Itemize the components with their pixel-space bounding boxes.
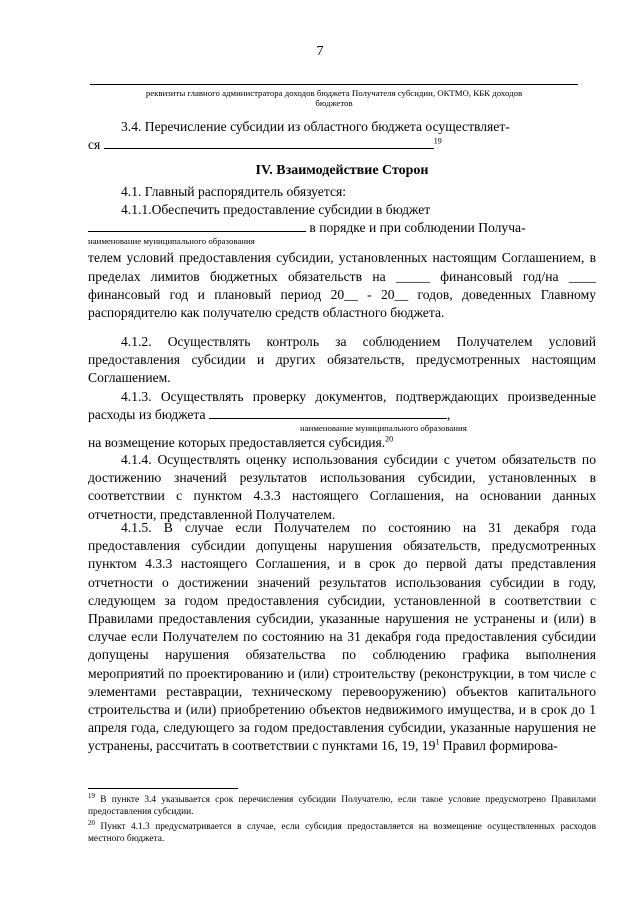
clause-4-1-5 xyxy=(88,519,596,756)
municipality-caption-2: наименование муниципального образования xyxy=(300,423,467,434)
clause-4-1-1 xyxy=(88,201,596,322)
footnote-20-number: 20 xyxy=(88,818,95,827)
clause-4-1-2 xyxy=(88,333,596,388)
clause-4-1-3-text: 4.1.3. Осуществлять проверку документов, подтверждающих произведенные расходы из бюджета , xyxy=(88,389,596,423)
clause-3-4-line-2 xyxy=(88,136,596,154)
footnote-20-text: Пункт 4.1.3 предусматривается в случае, если субсидия предоставляется на возмещение осуществленных расходов местного бюджета. xyxy=(88,822,596,844)
clause-4-1-2-text: 4.1.2. Осуществлять контроль за соблюдением Получателем условий предоставления субсидии и других обязательств, предусмотренных настоящим Соглашением. xyxy=(88,334,596,386)
clause-4-1-5-body: 4.1.5. В случае если Получателем по состоянию на 31 декабря года предоставления субсидии допущены нарушения обязательств, предусмотренных пунктом 4.3.3 настоящего Соглашения, и в срок до первой даты представления отчетности о достижении значений результатов использования субсидии в году, следующем за годом предоставления субсидии, установленной в соответствии с Правилами предоставления субсидии, указанные нарушения не устранены и (или) в случае если Получателем по состоянию на 31 декабря года предоставления субсидии допущены нарушения обязательства по соблюдению графика выполнения мероприятий по проектированию и (или) строительству (реконструкции, в том числе с элементами реставрации, техническому перевооружению) объектов капитального строительства и (или) приобретению объектов недвижимого имущества, и в срок до 1 апреля года, следующего за годом предоставления субсидии, указанные нарушения не устранены, рассчитать в соответствии с пунктами 16, 19, 19 xyxy=(88,520,596,754)
footnote-19-text: В пункте 3.4 указывается срок перечисления субсидии Получателю, если такое условие предусмотрено Правилами предоставления субсидии. xyxy=(88,795,596,817)
clause-4-1-1-body: телем условий предоставления субсидии, установленных настоящим Соглашением, в пределах лимитов бюджетных обязательств на _____ финансовый год/на ____ финансовый год и плановый период 20__ - 20__ годов, доведенных Главному распорядителю как получателю средств областного бюджета. xyxy=(88,250,596,321)
footnote-19-number: 19 xyxy=(88,791,95,800)
clause-3-4-text: ся xyxy=(88,137,101,153)
municipality-blank-1 xyxy=(88,219,306,232)
footnote-ref-20: 20 xyxy=(385,434,394,444)
clause-4-1-4 xyxy=(88,451,596,524)
clause-4-1-3-line-1: 4.1.3. Осуществлять проверку документов, подтверждающих произведенные расходы из бюджета xyxy=(88,389,596,423)
page-number: 7 xyxy=(316,44,324,59)
footnote-20 xyxy=(88,818,596,845)
clause-4-1-4-text: 4.1.4. Осуществлять оценку использования субсидии с учетом обязательств по достижению значений результатов использования субсидии, установленных в соответствии с пунктом 4.3.3 настоящего Соглашения, на основании данных отчетности, представленной Получателем. xyxy=(88,452,596,522)
header-caption-line-2: бюджетов xyxy=(315,98,353,108)
clause-4-1-text: 4.1. Главный распорядитель обязуется: xyxy=(121,184,347,199)
footnote-separator xyxy=(88,788,238,789)
clause-4-1 xyxy=(88,183,596,201)
clause-4-1-1-line-2 xyxy=(88,219,596,237)
header-caption-line-1: реквизиты главного администратора доходов бюджета Получателя субсидии, ОКТМО, КБК доходов xyxy=(145,88,523,98)
clause-4-1-1-line-1: 4.1.1.Обеспечить предоставление субсидии в бюджет xyxy=(121,202,431,217)
footnote-ref-19: 19 xyxy=(433,136,442,146)
section-title: IV. Взаимодействие Сторон xyxy=(255,163,429,178)
clause-4-1-5-end: Правил формирова- xyxy=(439,738,558,754)
clause-4-1-5-sup: 1 xyxy=(435,737,440,747)
clause-3-4-line-1: 3.4. Перечисление субсидии из областного бюджета осуществляет- xyxy=(121,119,510,134)
clause-4-1-1-line-2-text: в порядке и при соблюдении Получа- xyxy=(306,220,526,236)
clause-3-4 xyxy=(88,118,596,154)
clause-4-1-3-tail: на возмещение которых предоставляется субсидия. xyxy=(88,435,386,451)
clause-4-1-3-line-3 xyxy=(88,434,596,452)
header-caption xyxy=(90,88,578,108)
clause-4-1-3 xyxy=(88,388,596,453)
footnote-19 xyxy=(88,791,596,818)
clause-4-1-5-text xyxy=(88,519,596,756)
municipality-blank-2 xyxy=(209,406,447,419)
clause-3-4-blank xyxy=(104,136,434,149)
header-blank-line xyxy=(90,84,578,85)
municipality-caption-1: наименование муниципального образования xyxy=(88,236,255,247)
